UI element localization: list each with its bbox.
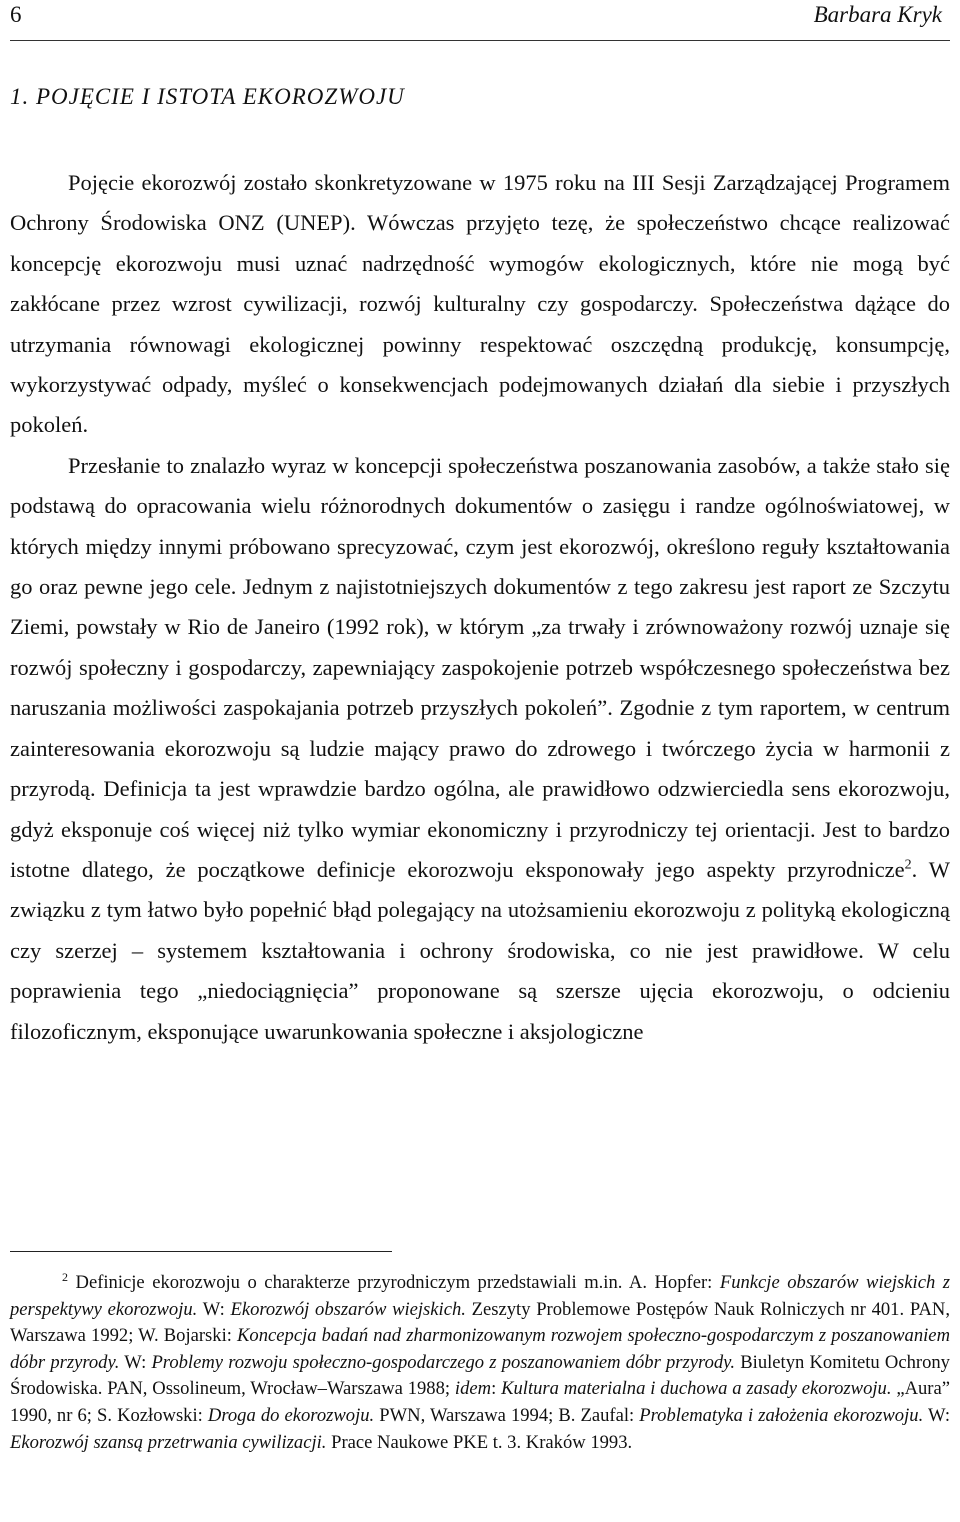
- footnote-title: Kultura materialna i duchowa a zasady ekorozwoju.: [501, 1378, 892, 1400]
- footnote-number: 2: [62, 1269, 68, 1284]
- footnote-title: Problemy rozwoju społeczno-gospodarczego z poszanowaniem dóbr przyrody.: [151, 1351, 736, 1373]
- footnote-title: Ekorozwój szansą przetrwania cywilizacji.: [10, 1431, 327, 1453]
- footnote-title: Problematyka i założenia ekorozwoju.: [639, 1404, 924, 1426]
- section-title: 1. POJĘCIE I ISTOTA EKOROZWOJU: [10, 84, 405, 109]
- footnote-text: Zeszyty Problemowe Postępów Nauk Rolniczych nr 401. PAN, Warszawa 1992; W. Bojarski:: [10, 1298, 950, 1347]
- footnote-separator: [10, 1251, 392, 1252]
- footnote-text: W:: [923, 1404, 950, 1426]
- footnote-title: Koncepcja badań nad zharmonizowanym rozwojem społeczno-gospodarczym z poszanowaniem dóbr przyrody.: [10, 1325, 950, 1373]
- footnote-title: Ekorozwój obszarów wiejskich.: [230, 1298, 466, 1320]
- body-text: [10, 163, 950, 1052]
- footnote-reference[interactable]: 2: [904, 857, 912, 873]
- footnote-text: W:: [197, 1298, 231, 1320]
- footnote-title: idem: [454, 1378, 492, 1400]
- footnote-text: Prace Naukowe PKE t. 3. Kraków 1993.: [326, 1431, 633, 1453]
- footnote-text: Biuletyn Komitetu Ochrony Środowiska. PAN, Ossolineum, Wrocław–Warszawa 1988;: [10, 1351, 950, 1400]
- running-head-author: Barbara Kryk: [813, 2, 942, 27]
- footnote-text: :: [491, 1378, 502, 1400]
- paragraph-2: [10, 446, 950, 1052]
- footnote: [10, 1270, 950, 1456]
- paragraph-2-text-b: . W związku z tym łatwo było popełnić błąd polegający na utożsamieniu ekorozwoju z polityką ekologiczną czy szerzej – systemem kształtowania i ochrony środowiska, co nie jest prawidłowe. W celu poprawienia tego „niedociągnięcia” proponowane są szersze ujęcia ekorozwoju, o odcieniu filozoficznym, eksponujące uwarunkowania społeczne i aksjologiczne: [10, 856, 950, 1044]
- footnote-text: Definicje ekorozwoju o charakterze przyrodniczym przedstawiali m.in. A. Hopfer:: [68, 1272, 720, 1293]
- paragraph-1: Pojęcie ekorozwój zostało skonkretyzowane w 1975 roku na III Sesji Zarządzającej Programem Ochrony Środowiska ONZ (UNEP). Wówczas przyjęto tezę, że społeczeństwo chcące realizować koncepcję ekorozwoju musi uznać nadrzędność wymogów ekologicznych, które nie mogą być zakłócane przez wzrost cywilizacji, rozwój kulturalny czy gospodarczy. Społeczeństwa dążące do utrzymania równowagi ekologicznej powinny respektować oszczędną produkcję, konsumpcję, wykorzystywać odpady, myśleć o konsekwencjach podejmowanych działań dla siebie i przyszłych pokoleń.: [10, 170, 950, 438]
- footnote-text: PWN, Warszawa 1994; B. Zaufal:: [374, 1404, 640, 1426]
- paragraph-2-text-a: Przesłanie to znalazło wyraz w koncepcji społeczeństwa poszanowania zasobów, a także stało się podstawą do opracowania wielu różnorodnych dokumentów o zasięgu i randze ogólnoświatowej, w których między innymi próbowano sprecyzować, czym jest ekorozwój, określono reguły kształtowania go oraz pewne jego cele. Jednym z najistotniejszych dokumentów z tego zakresu jest raport ze Szczytu Ziemi, powstały w Rio de Janeiro (1992 rok), w którym „za trwały i zrównoważony rozwój uznaje się rozwój społeczny i gospodarczy, zapewniający zaspokojenie potrzeb współczesnego społeczeństwa bez naruszania możliwości zaspokajania potrzeb przyszłych pokoleń”. Zgodnie z tym raportem, w centrum zainteresowania ekorozwoju są ludzie mający prawo do zdrowego i twórczego życia w harmonii z przyrodą. Definicja ta jest wprawdzie bardzo ogólna, ale prawidłowo odzwierciedla sens ekorozwoju, gdyż eksponuje coś więcej niż tylko wymiar ekonomiczny i przyrodniczy tej orientacji. Jest to bardzo istotne dlatego, że początkowe definicje ekorozwoju eksponowały jego aspekty przyrodnicze: [10, 452, 950, 882]
- footnote-title: Droga do ekorozwoju.: [207, 1404, 375, 1426]
- page-number: 6: [10, 2, 22, 27]
- document-page: [10, 0, 950, 1453]
- footnote-title: Funkcje obszarów wiejskich z perspektywy ekorozwoju.: [10, 1272, 950, 1320]
- footnote-text: „Aura” 1990, nr 6; S. Kozłowski:: [10, 1378, 950, 1426]
- footnote-text: W:: [119, 1351, 152, 1373]
- page-header: [10, 0, 950, 41]
